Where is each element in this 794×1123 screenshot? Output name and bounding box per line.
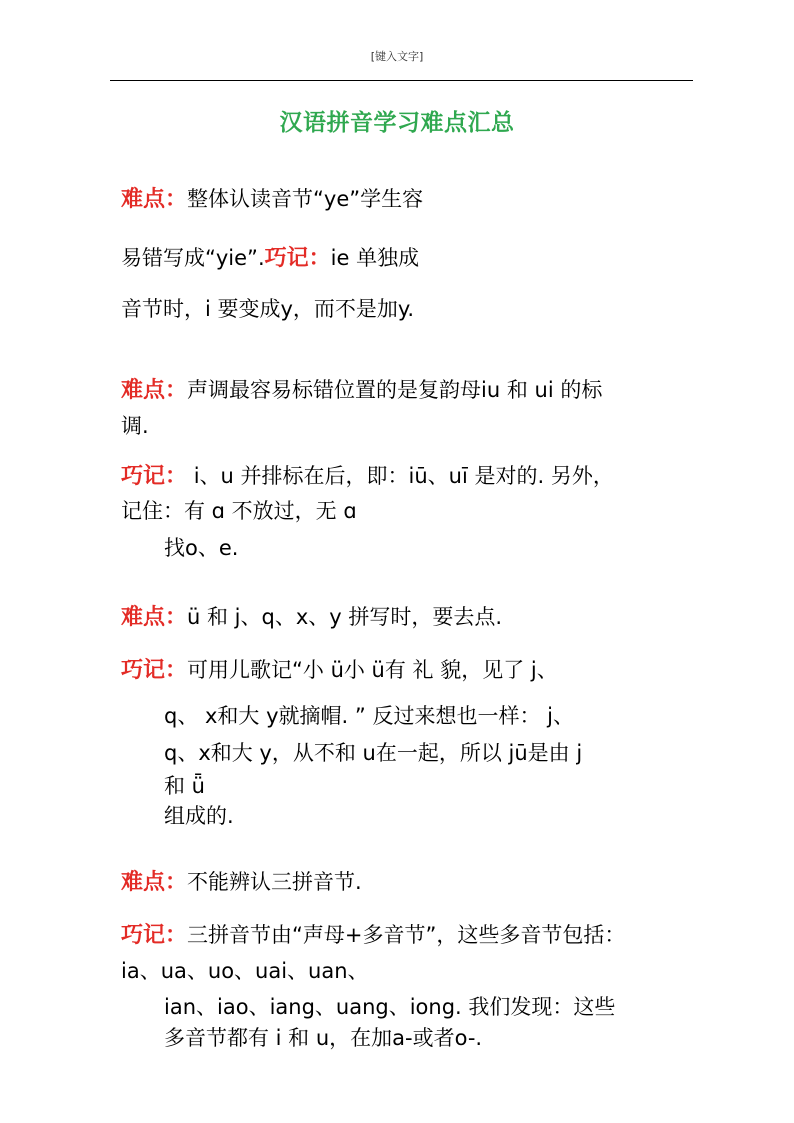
- s4-text1: 不能辨认三拼音节.: [187, 870, 362, 894]
- s3-line6: 组成的.: [164, 804, 234, 828]
- s3-line3: q、 x和大 y就摘帽. ” 反过来想也一样： j、: [164, 704, 574, 728]
- s3-line2: [121, 655, 558, 686]
- s2-line1: [121, 375, 602, 406]
- difficulty-label: 难点：: [121, 605, 188, 630]
- s2-text3: i、u 并排标在后，即：iū、uī 是对的. 另外，: [187, 464, 614, 488]
- s3-line4: q、x和大 y，从不和 u在一起，所以 jū是由 j: [164, 741, 583, 765]
- tip-label: 巧记：: [121, 923, 188, 948]
- s2-text1: 声调最容易标错位置的是复韵母iu 和 ui 的标: [187, 378, 603, 402]
- s3-text2: 可用儿歌记“小 ü小 ü有 礼 貌，见了 j、: [187, 658, 558, 682]
- difficulty-label: 难点：: [121, 378, 188, 403]
- s3-text1: ü 和 j、q、x、y 拼写时，要去点.: [187, 605, 503, 629]
- s1-line2: [121, 243, 419, 274]
- s1-text2a: 易错写成“yie”.: [121, 246, 265, 270]
- s1-line3: 音节时，i 要变成y，而不是加y.: [121, 297, 415, 321]
- header-divider: [110, 80, 693, 81]
- s1-line1: [121, 184, 423, 215]
- tip-label: 巧记：: [121, 658, 188, 683]
- s1-text1: 整体认读音节“ye”学生容: [187, 187, 424, 211]
- difficulty-label: 难点：: [121, 870, 188, 895]
- s2-line3: [121, 461, 614, 492]
- s4-line4: ian、iao、iang、uang、iong. 我们发现：这些: [164, 995, 616, 1019]
- s3-line1: [121, 602, 502, 633]
- difficulty-label: 难点：: [121, 187, 188, 212]
- document-title: 汉语拼音学习难点汇总: [279, 110, 515, 136]
- s4-line2: [121, 920, 625, 951]
- s1-text2b: ie 单独成: [330, 246, 420, 270]
- s4-line1: [121, 867, 362, 898]
- s2-line5: 找o、e.: [164, 536, 239, 560]
- s2-line4: 记住：有 ɑ 不放过，无 ɑ: [121, 499, 357, 523]
- s4-line3: ia、ua、uo、uai、uan、: [121, 959, 369, 983]
- s2-line2: 调.: [121, 414, 149, 438]
- tip-label: 巧记：: [121, 464, 188, 489]
- s4-text2: 三拼音节由“声母+多音节”，这些多音节包括：: [187, 923, 626, 947]
- s4-line5: 多音节都有 i 和 u，在加a-或者o-.: [164, 1026, 483, 1050]
- tip-label: 巧记：: [264, 246, 331, 271]
- page-header: [键入文字]: [370, 50, 424, 63]
- s3-line5: 和 ǖ: [164, 774, 205, 798]
